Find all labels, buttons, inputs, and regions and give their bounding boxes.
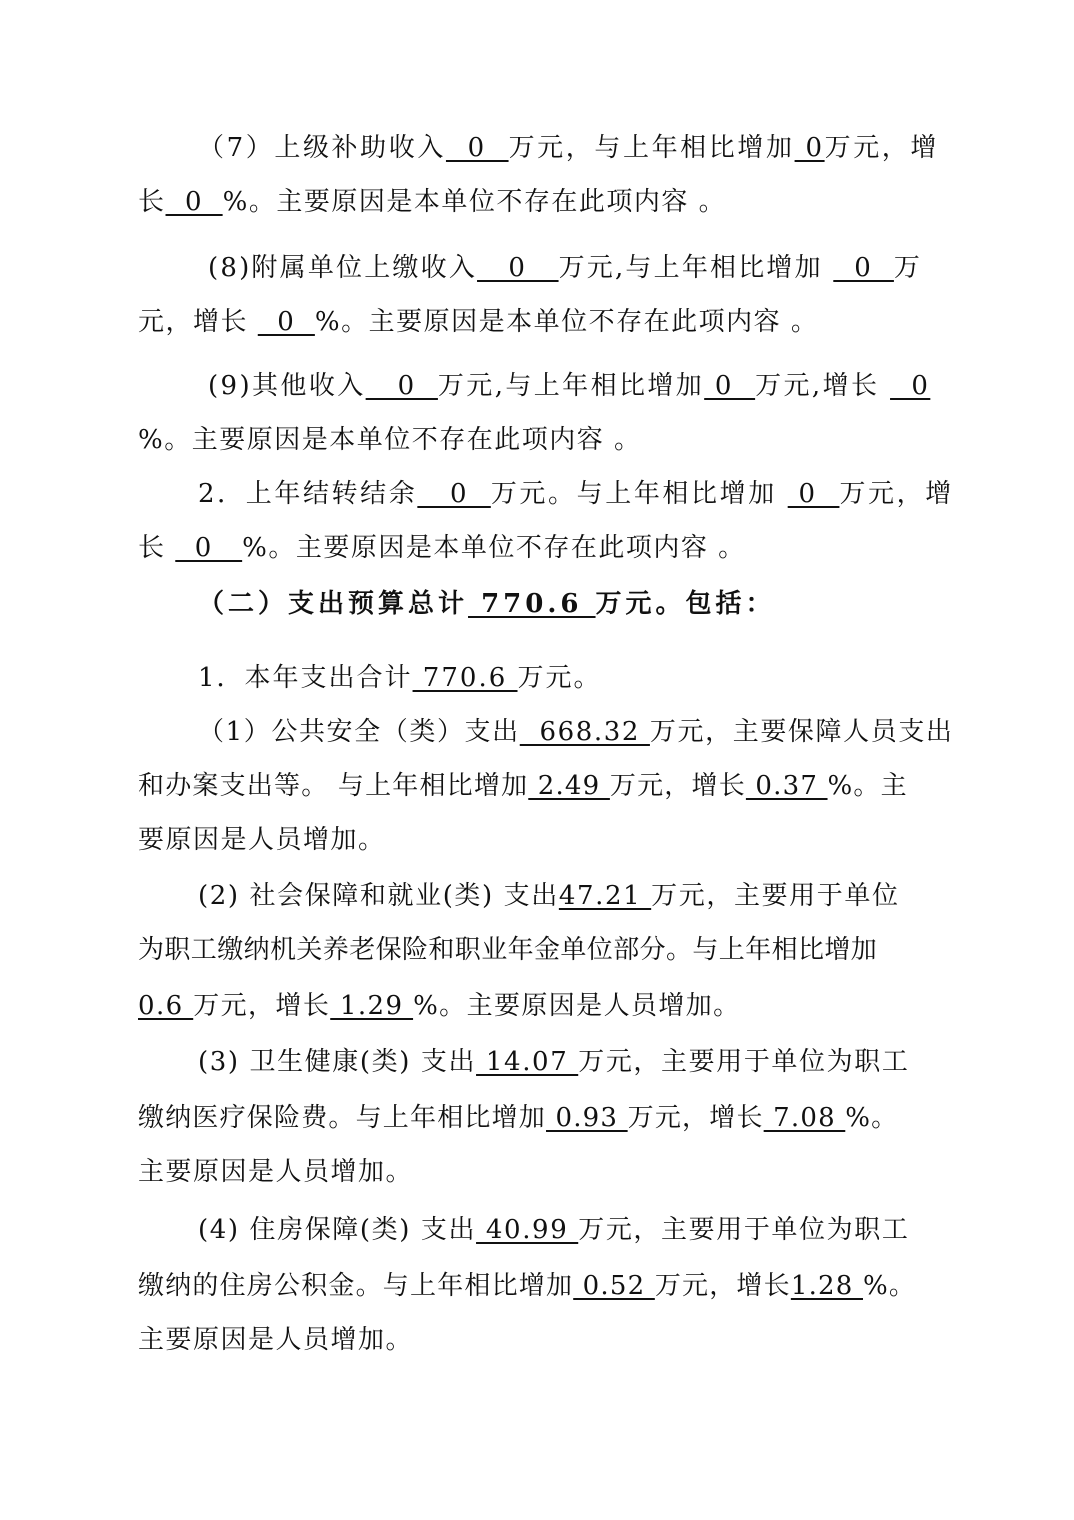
underlined-value: 668.32 bbox=[519, 717, 650, 747]
underlined-value: 0 bbox=[794, 133, 825, 163]
text-run: 1．本年支出合计 bbox=[198, 663, 413, 693]
underlined-value: 0.37 bbox=[745, 771, 828, 801]
underlined-value: 1.29 bbox=[330, 991, 414, 1021]
text-run: 万元，增 bbox=[839, 479, 954, 509]
health-line-1 bbox=[198, 1042, 938, 1082]
text-run: %。 bbox=[845, 1103, 899, 1133]
text-run: 主要原因是人员增加。 bbox=[138, 1325, 414, 1355]
underlined-value: 0.52 bbox=[573, 1271, 655, 1301]
text-run: 万元，增长 bbox=[627, 1103, 764, 1133]
annual-expenditure-total bbox=[198, 658, 938, 698]
text-run: %。主 bbox=[827, 771, 908, 801]
underlined-value: 0 bbox=[365, 371, 438, 401]
text-run: 万元,增长 bbox=[755, 371, 891, 401]
underlined-value: 770.6 bbox=[412, 663, 518, 693]
text-run: 缴纳的住房公积金。与上年相比增加 bbox=[138, 1271, 574, 1301]
text-run: 元，增长 bbox=[138, 307, 258, 337]
text-run: （7）上级补助收入 bbox=[198, 133, 446, 163]
text-run: 万元，增长 bbox=[654, 1271, 791, 1301]
text-run: 为职工缴纳机关养老保险和职业年金单位部分。与上年相比增加 bbox=[138, 935, 878, 965]
underlined-value: 0 bbox=[704, 371, 756, 401]
text-run: %。 bbox=[863, 1271, 917, 1301]
text-run: 万元，主要用于单位为职工 bbox=[578, 1047, 910, 1077]
text-run: 万元。与上年相比增加 bbox=[490, 479, 788, 509]
underlined-value: 770.6 bbox=[468, 589, 596, 619]
carryover-line-2 bbox=[138, 528, 938, 568]
social-security-line-3 bbox=[138, 986, 938, 1026]
underlined-value: 0 bbox=[787, 479, 840, 509]
housing-line-1 bbox=[198, 1210, 938, 1250]
text-run: 万元，主要用于单位 bbox=[651, 881, 900, 911]
text-run: 万元，增长 bbox=[193, 991, 331, 1021]
text-run: 万元，增长 bbox=[609, 771, 746, 801]
paragraph-9-line-2 bbox=[138, 420, 938, 460]
underlined-value: 0 bbox=[175, 533, 243, 563]
paragraph-7-line-1 bbox=[198, 128, 938, 168]
text-run: %。主要原因是本单位不存在此项内容 。 bbox=[314, 307, 819, 337]
public-safety-line-1 bbox=[198, 712, 954, 752]
underlined-value: 0.93 bbox=[546, 1103, 628, 1133]
underlined-value: 0 bbox=[165, 187, 223, 217]
underlined-value: 0 bbox=[257, 307, 315, 337]
text-run: 2．上年结转结余 bbox=[198, 479, 418, 509]
text-run: (2) 社会保障和就业(类) 支出 bbox=[198, 881, 559, 911]
text-run: 万元。包括： bbox=[595, 589, 776, 619]
underlined-value: 2.49 bbox=[528, 771, 610, 801]
text-run: (8)附属单位上缴收入 bbox=[208, 253, 478, 283]
text-run: 万元，主要保障人员支出 bbox=[649, 717, 954, 747]
underlined-value: 0 bbox=[890, 371, 931, 401]
text-run: 长 bbox=[138, 187, 166, 217]
text-run: 万元，增 bbox=[824, 133, 939, 163]
text-run: 万元，主要用于单位为职工 bbox=[578, 1215, 910, 1245]
health-line-2 bbox=[138, 1098, 938, 1138]
underlined-value: 0 bbox=[445, 133, 509, 163]
text-run: 长 bbox=[138, 533, 176, 563]
underlined-value: 7.08 bbox=[763, 1103, 846, 1133]
text-run: 万元,与上年相比增加 bbox=[437, 371, 705, 401]
underlined-value: 1.28 bbox=[790, 1271, 863, 1301]
public-safety-line-2 bbox=[138, 766, 938, 806]
text-run: 缴纳医疗保险费。与上年相比增加 bbox=[138, 1103, 547, 1133]
public-safety-line-3 bbox=[138, 820, 938, 860]
social-security-line-2 bbox=[138, 930, 938, 970]
text-run: 万元。 bbox=[517, 663, 602, 693]
underlined-value: 47.21 bbox=[558, 881, 652, 911]
text-run: %。主要原因是本单位不存在此项内容 。 bbox=[242, 533, 746, 563]
text-run: 万元，与上年相比增加 bbox=[508, 133, 795, 163]
underlined-value: 14.07 bbox=[476, 1047, 579, 1077]
text-run: (3) 卫生健康(类) 支出 bbox=[198, 1047, 477, 1077]
text-run: 主要原因是人员增加。 bbox=[138, 1157, 414, 1187]
carryover-line-1 bbox=[198, 474, 954, 514]
paragraph-8-line-1 bbox=[208, 248, 938, 288]
underlined-value: 40.99 bbox=[476, 1215, 579, 1245]
text-run: 万元,与上年相比增加 bbox=[558, 253, 834, 283]
text-run: 要原因是人员增加。 bbox=[138, 825, 386, 855]
underlined-value: 0.6 bbox=[138, 991, 194, 1021]
housing-line-2 bbox=[138, 1266, 938, 1306]
text-run: %。主要原因是本单位不存在此项内容 。 bbox=[138, 425, 642, 455]
text-run: %。主要原因是本单位不存在此项内容 。 bbox=[222, 187, 727, 217]
housing-line-3 bbox=[138, 1320, 938, 1360]
underlined-value: 0 bbox=[477, 253, 559, 283]
text-run: （二）支出预算总计 bbox=[198, 589, 469, 619]
text-run: 和办案支出等。 与上年相比增加 bbox=[138, 771, 529, 801]
text-run: (9)其他收入 bbox=[208, 371, 366, 401]
text-run: 万 bbox=[893, 253, 923, 283]
paragraph-9-line-1 bbox=[208, 366, 938, 406]
underlined-value: 0 bbox=[833, 253, 894, 283]
paragraph-7-line-2 bbox=[138, 182, 938, 222]
section-heading-expenditure bbox=[198, 584, 938, 624]
text-run: （1）公共安全（类）支出 bbox=[198, 717, 520, 747]
underlined-value: 0 bbox=[417, 479, 491, 509]
health-line-3 bbox=[138, 1152, 938, 1192]
social-security-line-1 bbox=[198, 876, 938, 916]
text-run: %。主要原因是人员增加。 bbox=[413, 991, 741, 1021]
paragraph-8-line-2 bbox=[138, 302, 938, 342]
text-run: (4) 住房保障(类) 支出 bbox=[198, 1215, 477, 1245]
